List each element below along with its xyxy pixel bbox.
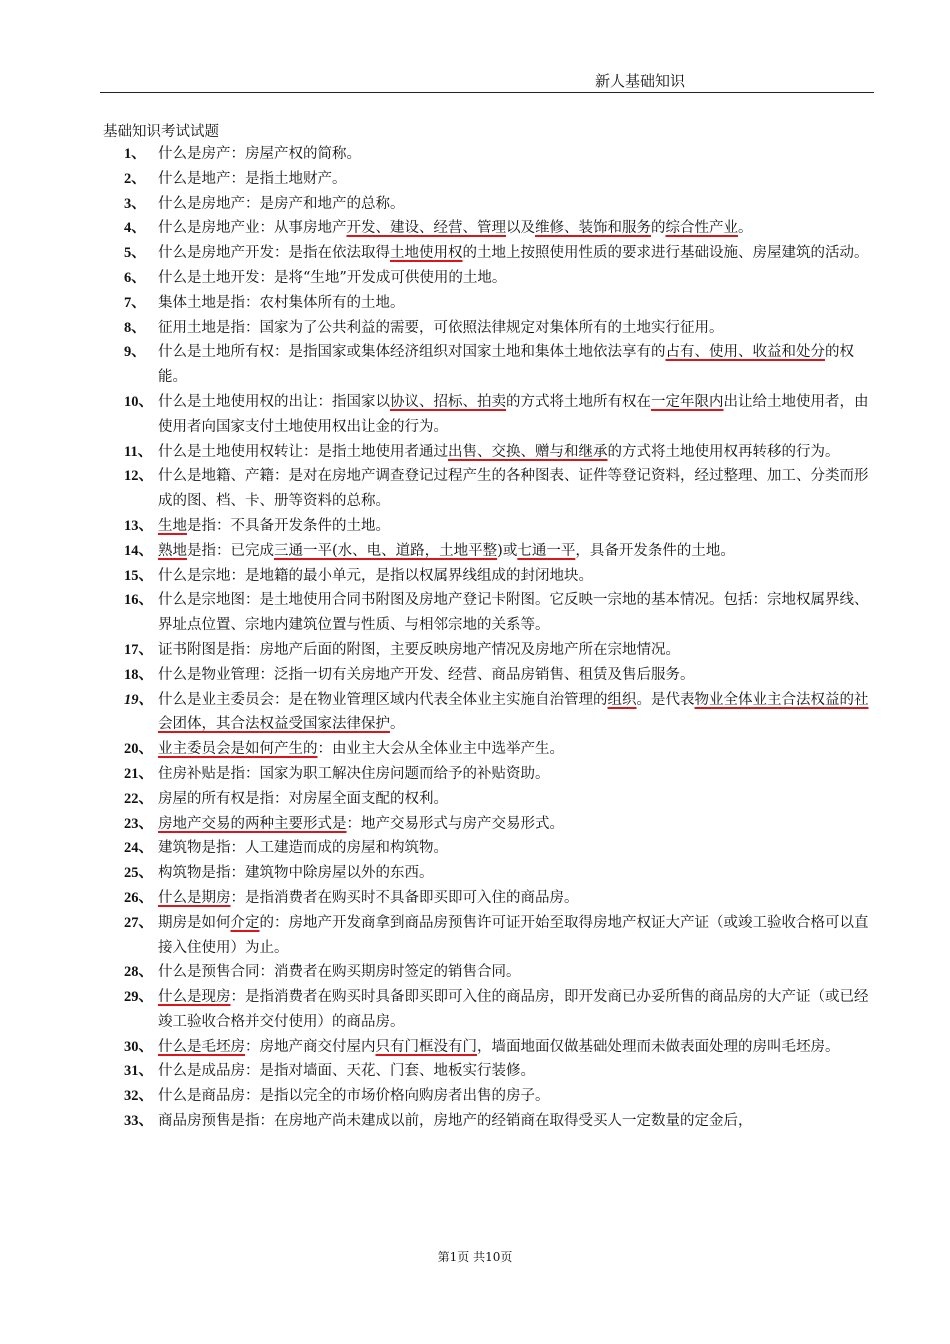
text-segment: 期房是如何 — [158, 914, 231, 931]
question-item — [0, 266, 950, 291]
question-text — [158, 316, 870, 341]
underlined-term: 只有门框没有门 — [375, 1038, 477, 1055]
header-rule — [100, 92, 874, 93]
question-item — [0, 1059, 950, 1084]
question-number: 26、 — [124, 889, 153, 906]
question-number: 25、 — [124, 865, 153, 882]
question-number: 12、 — [124, 468, 153, 485]
question-text — [158, 142, 870, 167]
text-segment: 的方式将土地所有权在 — [506, 393, 651, 410]
question-number: 28、 — [124, 964, 153, 981]
question-item — [0, 1035, 950, 1060]
text-segment: 什么是房产：房屋产权的简称。 — [158, 146, 361, 162]
question-number: 31、 — [124, 1063, 153, 1080]
question-number: 11、 — [124, 443, 153, 460]
question-text — [158, 241, 870, 266]
text-segment: 什么是房地产业：从事房地产 — [158, 220, 347, 237]
question-text — [158, 564, 870, 589]
underlined-term: 综合性产业 — [665, 220, 738, 237]
underlined-term: 介定 — [230, 914, 260, 931]
question-item — [0, 737, 950, 762]
question-text — [158, 1109, 870, 1134]
text-segment: 的 — [651, 220, 666, 237]
text-segment: 房屋的所有权是指：对房屋全面支配的权利。 — [158, 790, 448, 807]
question-number: 22、 — [124, 790, 153, 807]
text-segment: 的土地上按照使用性质的要求进行基础设施、房屋建筑的活动。 — [462, 245, 869, 262]
question-number: 10、 — [124, 393, 153, 410]
question-text — [158, 836, 870, 861]
question-number: 1、 — [124, 146, 146, 162]
text-segment: ：是指消费者在购买时具备即买即可入住的商品房，即开发商已办妥所售的商品房的大产证（或已经竣工验收合格并交付使用）的商品房。 — [158, 989, 869, 1030]
text-segment: 是指：已完成 — [187, 542, 274, 559]
text-segment: 什么是宗地：是地籍的最小单元，是指以权属界线组成的封闭地块。 — [158, 567, 593, 584]
text-segment: 什么是房地产开发：是指在依法取得 — [158, 245, 390, 262]
question-text — [158, 1035, 870, 1060]
text-segment: 什么是物业管理：泛指一切有关房地产开发、经营、商品房销售、租赁及售后服务。 — [158, 666, 695, 683]
text-segment: 是指：不具备开发条件的土地。 — [187, 517, 390, 534]
question-list — [0, 142, 950, 1134]
text-segment: 以及 — [506, 220, 535, 237]
underlined-term: 占有、使用、收益和处分 — [665, 344, 825, 361]
question-item — [0, 192, 950, 217]
text-segment: ，墙面地面仅做基础处理而未做表面处理的房叫毛坯房。 — [477, 1038, 840, 1055]
text-segment: 什么是商品房：是指以完全的市场价格向购房者出售的房子。 — [158, 1088, 550, 1105]
underlined-term: 房地产交易的两种主要形式是 — [158, 815, 347, 832]
question-text — [158, 1084, 870, 1109]
question-item — [0, 440, 950, 465]
text-segment: 什么是地籍、产籍：是对在房地产调查登记过程产生的各种图表、证件等登记资料，经过整理、加工、分类而形成的图、档、卡、册等资料的总称。 — [158, 468, 869, 510]
question-text — [158, 216, 870, 241]
text-segment: ：地产交易形式与房产交易形式。 — [346, 815, 564, 832]
text-segment: 的方式将土地使用权再转移的行为。 — [607, 443, 840, 460]
question-text — [158, 192, 870, 217]
question-text — [158, 960, 870, 985]
text-segment: 什么是成品房：是指对墙面、天花、门套、地板实行装修。 — [158, 1063, 535, 1080]
question-item — [0, 1084, 950, 1109]
question-number: 7、 — [124, 294, 146, 311]
question-number: 33、 — [124, 1113, 153, 1130]
question-item — [0, 911, 950, 961]
question-item — [0, 564, 950, 589]
question-item — [0, 241, 950, 266]
text-segment: 什么是土地开发：是将“生地”开发成可供使用的土地。 — [158, 269, 507, 286]
text-segment: 。 — [390, 716, 405, 733]
question-text — [158, 737, 870, 762]
question-number: 14、 — [124, 542, 153, 559]
question-item — [0, 588, 950, 638]
question-item — [0, 291, 950, 316]
question-text — [158, 539, 870, 564]
question-number: 3、 — [124, 195, 146, 212]
question-item — [0, 836, 950, 861]
question-number: 30、 — [124, 1038, 153, 1055]
underlined-term: 组织 — [607, 691, 637, 708]
text-segment: 的：房地产开发商拿到商品房预售许可证开始至取得房地产权证大产证（或竣工验收合格可以直接入住使用）为止。 — [158, 914, 869, 956]
underlined-term: 什么是毛坯房 — [158, 1038, 245, 1055]
question-text — [158, 514, 870, 539]
underlined-term: 物业全体业主合法权益的社会团体，其合法权益受国家法律保护 — [158, 691, 869, 733]
question-number: 15、 — [124, 567, 153, 584]
question-text — [158, 440, 870, 465]
question-item — [0, 812, 950, 837]
question-text — [158, 787, 870, 812]
question-text — [158, 762, 870, 787]
text-segment: 出让给土地使用者，由使用者向国家支付土地使用权出让金的行为。 — [158, 393, 869, 435]
question-text — [158, 588, 870, 638]
underlined-term: 什么是期房 — [158, 889, 231, 906]
question-text — [158, 663, 870, 688]
text-segment: 。 — [738, 220, 753, 237]
question-number: 29、 — [124, 989, 153, 1006]
question-item — [0, 316, 950, 341]
question-item — [0, 638, 950, 663]
text-segment: 什么是宗地图：是土地使用合同书附图及房地产登记卡附图。它反映一宗地的基本情况。包括：宗地权属界线、界址点位置、宗地内建筑位置与性质、与相邻宗地的关系等。 — [158, 592, 869, 634]
question-number: 17、 — [124, 641, 153, 658]
text-segment: 住房补贴是指：国家为职工解决住房问题而给予的补贴资助。 — [158, 765, 550, 782]
question-text — [158, 985, 870, 1035]
underlined-term: 维修、装饰和服务 — [535, 220, 651, 237]
question-text — [158, 638, 870, 663]
text-segment: ，具备开发条件的土地。 — [575, 542, 735, 559]
question-number: 13、 — [124, 517, 153, 534]
text-segment: 什么是地产：是指土地财产。 — [158, 170, 347, 187]
question-number: 5、 — [124, 245, 146, 262]
question-text — [158, 861, 870, 886]
underlined-term: 业主委员会是如何产生的 — [158, 741, 318, 758]
question-text — [158, 291, 870, 316]
question-number: 2、 — [124, 170, 146, 187]
question-number: 16、 — [124, 592, 153, 609]
page-footer: 第1页 共10页 — [437, 1250, 513, 1264]
underlined-term: 生地 — [158, 517, 187, 534]
question-item — [0, 464, 950, 514]
text-segment: 什么是土地使用权的出让：指国家以 — [158, 393, 390, 410]
text-segment: ：是指消费者在购买时不具备即买即可入住的商品房。 — [230, 889, 579, 906]
question-text — [158, 911, 870, 961]
header-title: 新人基础知识 — [594, 72, 685, 90]
question-item — [0, 886, 950, 911]
text-segment: 。是代表 — [636, 691, 695, 708]
question-number: 6、 — [124, 269, 146, 286]
question-text — [158, 167, 870, 192]
text-segment: ：房地产商交付屋内 — [245, 1038, 376, 1055]
underlined-term: 七通一平 — [517, 542, 576, 559]
text-segment: 什么是业主委员会：是在物业管理区域内代表全体业主实施自治管理的 — [158, 691, 608, 708]
question-item — [0, 1109, 950, 1134]
question-number: 23、 — [124, 815, 153, 832]
underlined-term: 三通一平(水、电、道路，土地平整 — [274, 542, 498, 559]
question-item — [0, 688, 950, 738]
text-segment: 的权能。 — [158, 344, 854, 386]
question-item — [0, 539, 950, 564]
text-segment: 什么是土地所有权：是指国家或集体经济组织对国家土地和集体土地依法享有的 — [158, 344, 666, 361]
question-item — [0, 142, 950, 167]
text-segment: 什么是预售合同：消费者在购买期房时签定的销售合同。 — [158, 964, 521, 981]
question-number: 19、 — [124, 691, 153, 708]
question-item — [0, 762, 950, 787]
text-segment: 建筑物是指：人工建造而成的房屋和构筑物。 — [158, 840, 448, 857]
question-text — [158, 390, 870, 440]
text-segment: )或 — [497, 542, 518, 559]
underlined-term: 开发、建设、经营、管理 — [346, 220, 506, 237]
text-segment: 集体土地是指：农村集体所有的土地。 — [158, 294, 405, 311]
text-segment: 什么是房地产：是房产和地产的总称。 — [158, 195, 405, 212]
text-segment: 证书附图是指：房地产后面的附图，主要反映房地产情况及房地产所在宗地情况。 — [158, 641, 680, 658]
question-text — [158, 812, 870, 837]
question-number: 4、 — [124, 220, 146, 237]
question-item — [0, 340, 950, 390]
question-text — [158, 886, 870, 911]
text-segment: 征用土地是指：国家为了公共利益的需要，可依照法律规定对集体所有的土地实行征用。 — [158, 319, 724, 336]
question-item — [0, 663, 950, 688]
question-number: 8、 — [124, 319, 146, 336]
question-item — [0, 960, 950, 985]
question-item — [0, 514, 950, 539]
question-number: 21、 — [124, 765, 153, 782]
question-item — [0, 216, 950, 241]
question-number: 9、 — [124, 344, 146, 361]
document-title: 基础知识考试试题 — [103, 124, 219, 140]
question-number: 20、 — [124, 741, 153, 758]
question-item — [0, 787, 950, 812]
underlined-term: 出售、交换、赠与和继承 — [448, 443, 608, 460]
text-segment: 什么是土地使用权转让：是指土地使用者通过 — [158, 443, 448, 460]
underlined-term: 什么是现房 — [158, 989, 231, 1006]
text-segment: ：由业主大会从全体业主中选举产生。 — [317, 741, 564, 758]
text-segment: 商品房预售是指：在房地产尚未建成以前，房地产的经销商在取得受买人一定数量的定金后， — [158, 1113, 753, 1130]
question-item — [0, 167, 950, 192]
question-text — [158, 340, 870, 390]
underlined-term: 协议、招标、拍卖 — [390, 393, 506, 410]
question-number: 27、 — [124, 914, 153, 931]
question-item — [0, 985, 950, 1035]
underlined-term: 一定年限内 — [651, 393, 724, 410]
underlined-term: 土地使用权 — [390, 245, 463, 262]
question-item — [0, 390, 950, 440]
question-number: 18、 — [124, 666, 153, 683]
question-text — [158, 266, 870, 291]
underlined-term: 熟地 — [158, 542, 187, 559]
question-text — [158, 464, 870, 514]
question-item — [0, 861, 950, 886]
question-text — [158, 688, 870, 738]
question-number: 32、 — [124, 1088, 153, 1105]
text-segment: 构筑物是指：建筑物中除房屋以外的东西。 — [158, 865, 434, 882]
question-text — [158, 1059, 870, 1084]
question-number: 24、 — [124, 840, 153, 857]
